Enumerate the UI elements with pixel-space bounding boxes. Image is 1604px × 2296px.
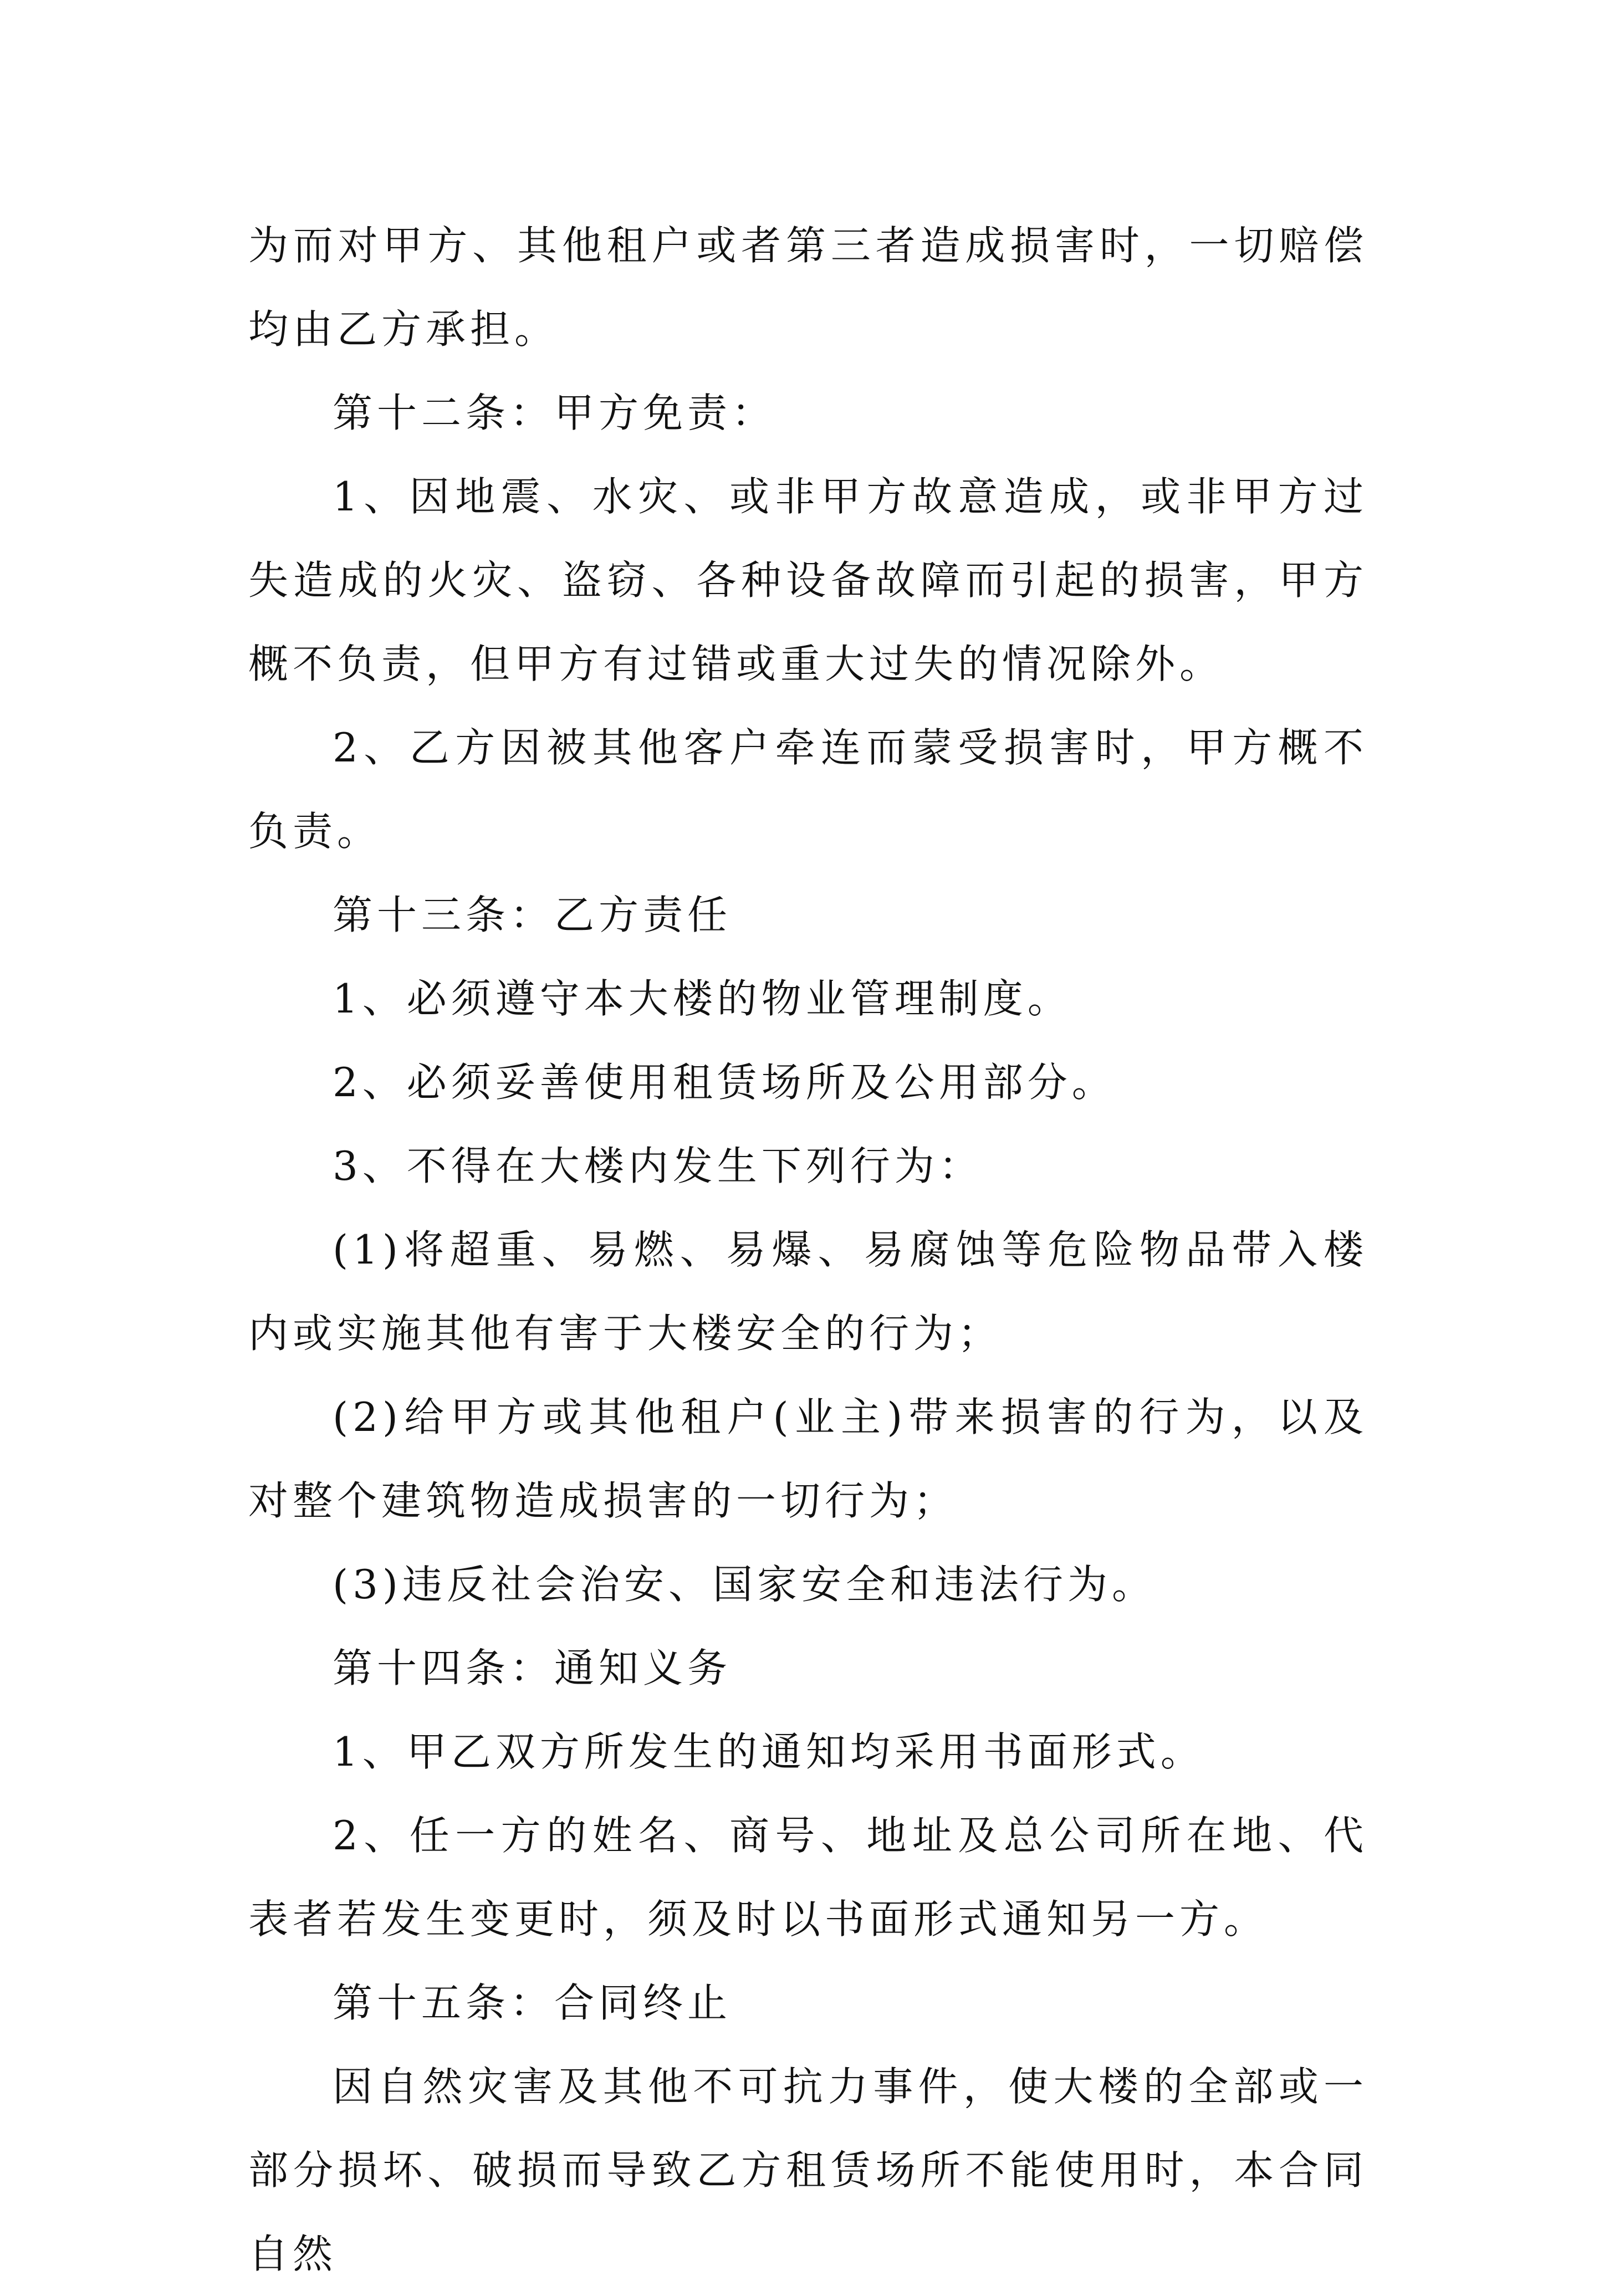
- article-13-clause-1: 1、必须遵守本大楼的物业管理制度。: [333, 975, 1072, 1022]
- article-15-body: 因自然灾害及其他不可抗力事件，使大楼的全部或一部分损坏、破损而导致乙方租赁场所不能使用时，本合同自然: [248, 2063, 1368, 2277]
- paragraph-continuation: 为而对甲方、其他租户或者第三者造成损害时，一切赔偿均由乙方承担。: [248, 222, 1368, 352]
- article-15-heading: 第十五条：合同终止: [333, 1980, 732, 2026]
- article-12-clause-2: 2、乙方因被其他客户牵连而蒙受损害时，甲方概不负责。: [248, 724, 1368, 855]
- article-14-clause-2: 2、任一方的姓名、商号、地址及总公司所在地、代表者若发生变更时，须及时以书面形式通知另一方。: [248, 1812, 1368, 1942]
- article-13-clause-3: 3、不得在大楼内发生下列行为：: [333, 1143, 983, 1189]
- article-13-item-3: (3)违反社会治安、国家安全和违法行为。: [333, 1561, 1156, 1608]
- article-12-clause-1: 1、因地震、水灾、或非甲方故意造成，或非甲方过失造成的火灾、盗窃、各种设备故障而引起的损害，甲方概不负责，但甲方有过错或重大过失的情况除外。: [248, 473, 1368, 687]
- article-12-heading: 第十二条：甲方免责：: [333, 390, 777, 436]
- article-13-clause-2: 2、必须妥善使用租赁场所及公用部分。: [333, 1059, 1116, 1106]
- article-13-item-2: (2)给甲方或其他租户(业主)带来损害的行为，以及对整个建筑物造成损害的一切行为；: [248, 1394, 1368, 1524]
- article-14-heading: 第十四条：通知义务: [333, 1645, 732, 1691]
- article-13-heading: 第十三条：乙方责任: [333, 892, 732, 938]
- document-body: [248, 204, 1368, 2296]
- article-14-clause-1: 1、甲乙双方所发生的通知均采用书面形式。: [333, 1729, 1205, 1775]
- article-13-item-1: (1)将超重、易燃、易爆、易腐蚀等危险物品带入楼内或实施其他有害于大楼安全的行为；: [248, 1226, 1368, 1357]
